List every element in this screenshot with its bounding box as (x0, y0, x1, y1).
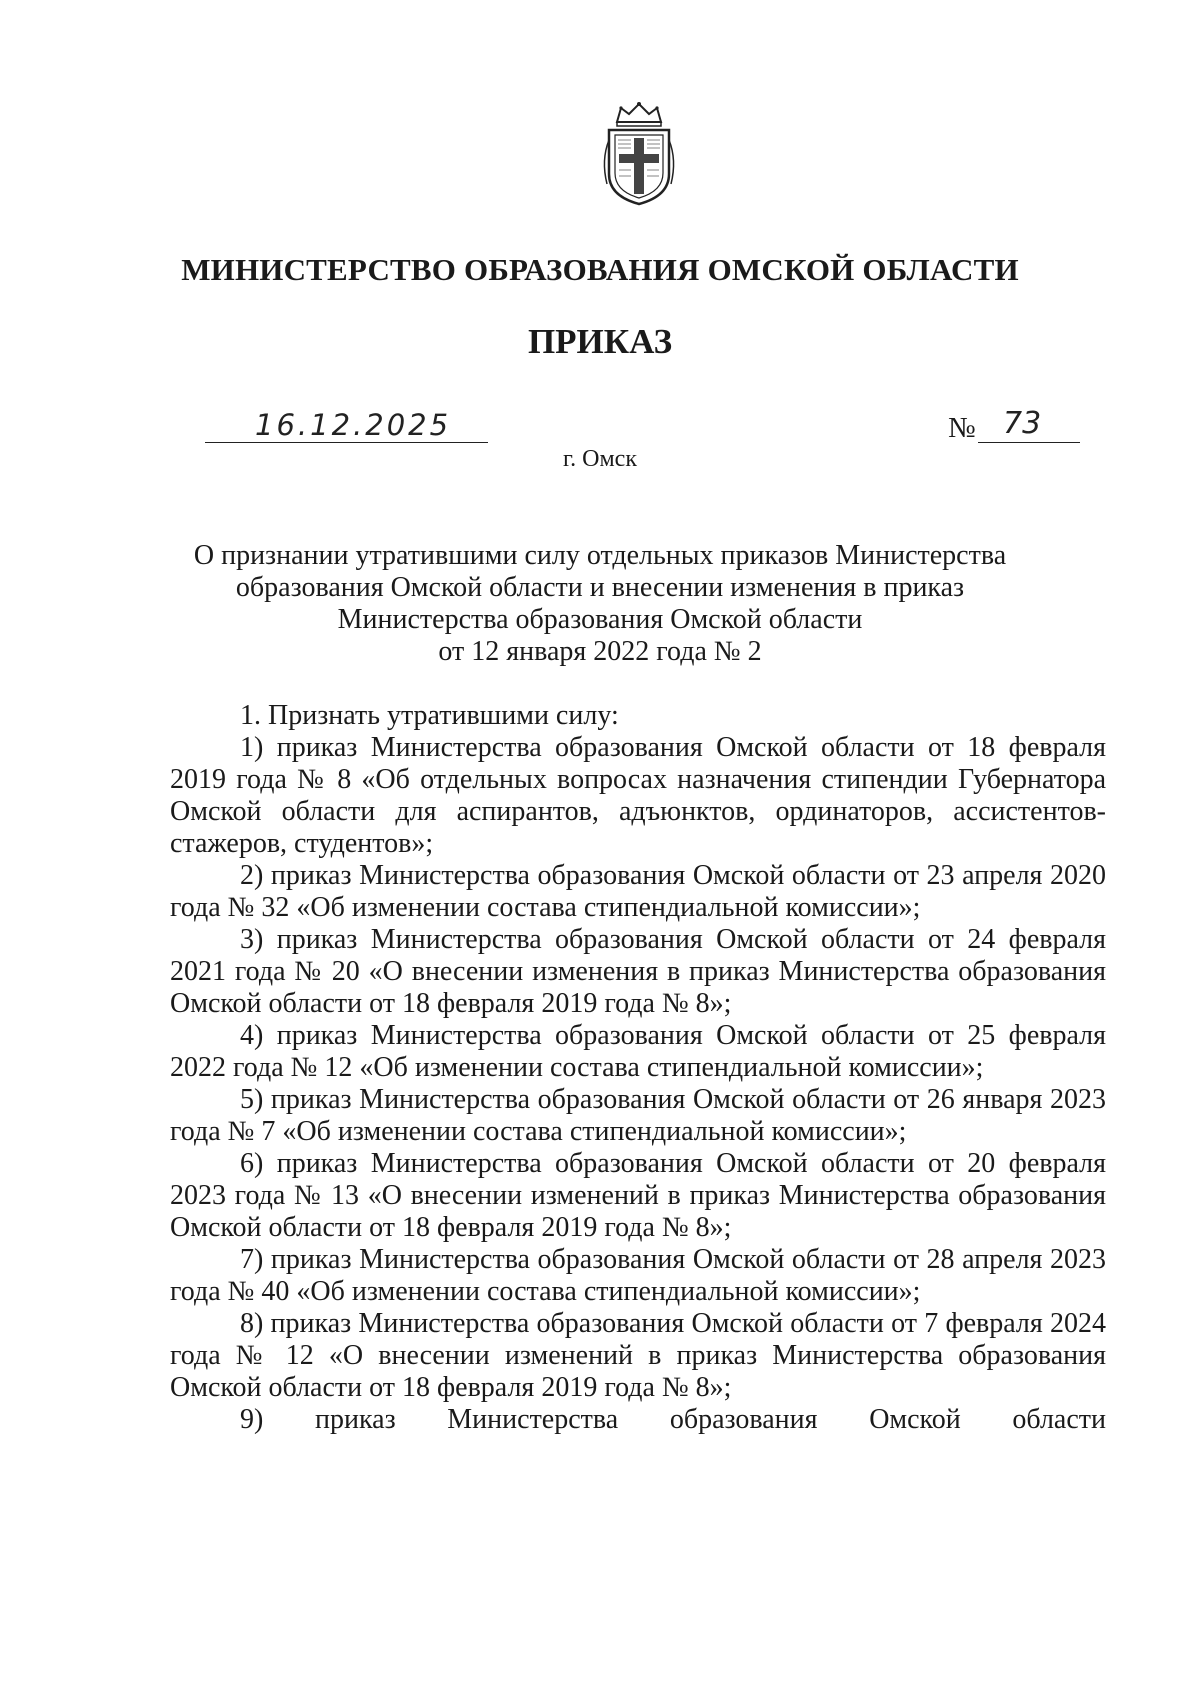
list-item: 1) приказ Министерства образования Омской области от 18 февраля 2019 года № 8 «Об отдельных вопросах назначения стипендии Губернатора Омской области для аспирантов, адъюнктов, ординаторов, ассистентов-стажеров, студентов»; (170, 732, 1106, 859)
order-title (180, 540, 1020, 668)
title-line: от 12 января 2022 года № 2 (438, 636, 762, 667)
date-underline (205, 442, 488, 443)
title-line: Министерства образования Омской области (337, 604, 863, 635)
list-item: 9) приказ Министерства образования Омской области (240, 1404, 1106, 1435)
coat-of-arms-emblem (593, 100, 685, 208)
order-date: 16.12.2025 (255, 408, 452, 442)
order-body (170, 700, 1106, 1436)
number-sign: № (948, 412, 976, 444)
list-item: 7) приказ Министерства образования Омской области от 28 апреля 2023 года № 40 «Об изменении состава стипендиальной комиссии»; (170, 1244, 1106, 1307)
title-line: О признании утратившими силу отдельных приказов Министерства (193, 540, 1007, 571)
list-item: 3) приказ Министерства образования Омской области от 24 февраля 2021 года № 20 «О внесении изменения в приказ Министерства образования Омской области от 18 февраля 2019 года № 8»; (170, 924, 1106, 1019)
title-line: образования Омской области и внесении изменения в приказ (235, 572, 965, 603)
ministry-name: МИНИСТЕРСТВО ОБРАЗОВАНИЯ ОМСКОЙ ОБЛАСТИ (181, 252, 1019, 287)
list-item: 2) приказ Министерства образования Омской области от 23 апреля 2020 года № 32 «Об изменении состава стипендиальной комиссии»; (170, 860, 1106, 923)
number-underline (978, 442, 1080, 443)
city: г. Омск (563, 446, 637, 472)
point-1: 1. Признать утратившими силу: (240, 700, 619, 731)
list-item: 5) приказ Министерства образования Омской области от 26 января 2023 года № 7 «Об изменении состава стипендиальной комиссии»; (170, 1084, 1106, 1147)
list-item: 8) приказ Министерства образования Омской области от 7 февраля 2024 года № 12 «О внесении изменений в приказ Министерства образования Омской области от 18 февраля 2019 года № 8»; (170, 1308, 1106, 1403)
document-type: ПРИКАЗ (527, 322, 673, 361)
list-item: 6) приказ Министерства образования Омской области от 20 февраля 2023 года № 13 «О внесении изменений в приказ Министерства образования Омской области от 18 февраля 2019 года № 8»; (170, 1148, 1106, 1243)
list-item: 4) приказ Министерства образования Омской области от 25 февраля 2022 года № 12 «Об изменении состава стипендиальной комиссии»; (170, 1020, 1106, 1083)
order-number: 73 (1003, 406, 1042, 441)
